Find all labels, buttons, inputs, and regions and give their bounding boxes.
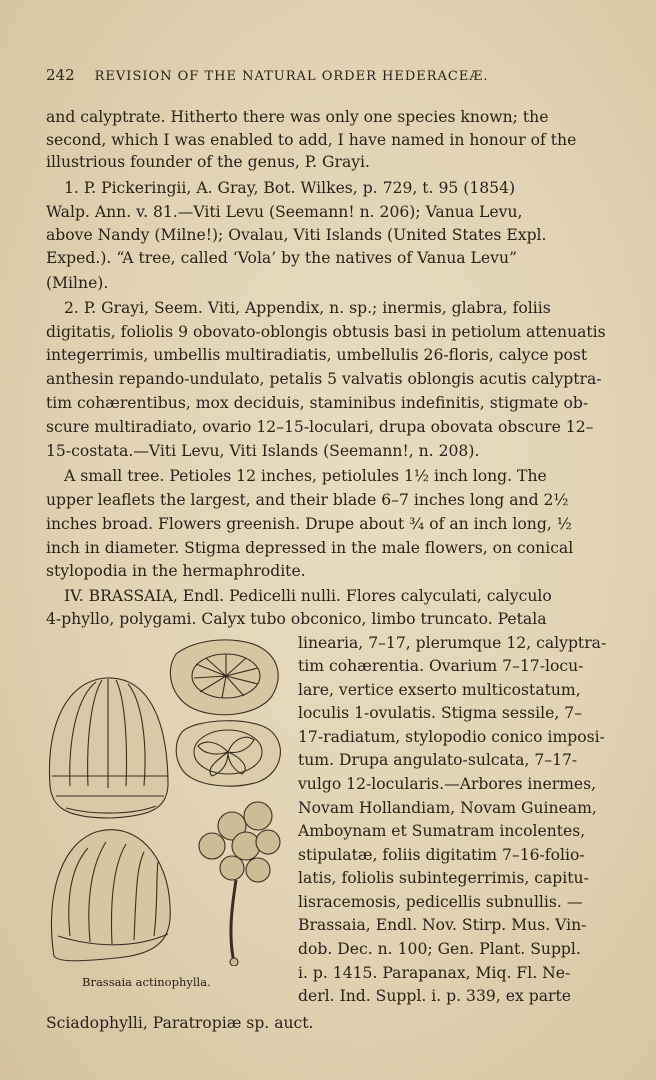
flower-top-view xyxy=(170,640,278,715)
text-line: 2. P. Grayi, Seem. Viti, Appendix, n. sp.; inermis, glabra, foliis xyxy=(64,299,551,317)
text-line: loculis 1-ovulatis. Stigma sessile, 7– xyxy=(298,704,582,722)
text-line: i. p. 1415. Parapanax, Miq. Fl. Ne- xyxy=(298,964,571,982)
text-line: Sciadophylli, Paratropiæ sp. auct. xyxy=(46,1014,314,1032)
text-line: 17-radiatum, stylopodio conico imposi- xyxy=(298,728,605,746)
fruit-cluster xyxy=(199,802,280,966)
fruit-side-view xyxy=(49,678,168,818)
text-line: above Nandy (Milne!); Ovalau, Viti Islands (United States Expl. xyxy=(46,226,547,244)
text-line: linearia, 7–17, plerumque 12, calyptra- xyxy=(298,634,607,652)
text-line: tim cohærentibus, mox deciduis, staminibus indefinitis, stigmate ob- xyxy=(46,394,589,412)
text-line: digitatis, foliolis 9 obovato-oblongis obtusis basi in petiolum attenuatis xyxy=(46,323,606,341)
text-line: integerrimis, umbellis multiradiatis, umbellulis 26-floris, calyce post xyxy=(46,346,588,364)
running-title: REVISION OF THE NATURAL ORDER HEDERACEÆ. xyxy=(94,69,489,84)
text-line: Novam Hollandiam, Novam Guineam, xyxy=(298,799,597,817)
page-number: 242 xyxy=(46,66,75,84)
text-line: second, which I was enabled to add, I have named in honour of the xyxy=(46,131,577,149)
text-line: lare, vertice exserto multicostatum, xyxy=(298,681,581,699)
text-line: stylopodia in the hermaphrodite. xyxy=(46,562,306,580)
text-line: derl. Ind. Suppl. i. p. 339, ex parte xyxy=(298,987,571,1005)
text-line: A small tree. Petioles 12 inches, petiolules 1½ inch long. The xyxy=(64,467,547,485)
figure-caption: Brassaia actinophylla. xyxy=(82,975,211,989)
text-line: illustrious founder of the genus, P. Grayi. xyxy=(46,153,371,171)
text-line: scure multiradiato, ovario 12–15-loculari, drupa obovata obscure 12– xyxy=(46,418,594,436)
text-line: and calyptrate. Hitherto there was only one species known; the xyxy=(46,108,549,126)
text-line: 4-phyllo, polygami. Calyx tubo obconico, limbo truncato. Petala xyxy=(46,610,547,628)
text-line: stipulatæ, foliis digitatim 7–16-folio- xyxy=(298,846,585,864)
text-line: lisracemosis, pedicellis subnullis. — xyxy=(298,893,583,911)
text-line: upper leaflets the largest, and their blade 6–7 inches long and 2½ xyxy=(46,491,569,509)
text-line: inches broad. Flowers greenish. Drupe about ¾ of an inch long, ½ xyxy=(46,515,572,533)
text-line: Exped.). “A tree, called ‘Vola’ by the natives of Vanua Levu” xyxy=(46,249,517,267)
text-line: dob. Dec. n. 100; Gen. Plant. Suppl. xyxy=(298,940,581,958)
text-line: (Milne). xyxy=(46,274,109,292)
text-line: Walp. Ann. v. 81.—Viti Levu (Seemann! n. 206); Vanua Levu, xyxy=(46,203,523,221)
text-line: inch in diameter. Stigma depressed in the male flowers, on conical xyxy=(46,539,574,557)
text-line: Amboynam et Sumatram incolentes, xyxy=(298,822,586,840)
stamens-cluster xyxy=(51,830,170,961)
text-line: 1. P. Pickeringii, A. Gray, Bot. Wilkes, p. 729, t. 95 (1854) xyxy=(64,179,516,197)
text-line: 15-costata.—Viti Levu, Viti Islands (Seemann!, n. 208). xyxy=(46,442,480,460)
text-line: vulgo 12-locularis.—Arbores inermes, xyxy=(298,775,597,793)
ovary-cross-section xyxy=(176,721,280,786)
botanical-engraving-icon xyxy=(36,636,296,966)
text-line: tum. Drupa angulato-sulcata, 7–17- xyxy=(298,751,578,769)
text-line: Brassaia, Endl. Nov. Stirp. Mus. Vin- xyxy=(298,916,587,934)
running-header xyxy=(46,64,588,88)
text-line: IV. BRASSAIA, Endl. Pedicelli nulli. Flores calyculati, calyculo xyxy=(64,587,552,605)
text-line: latis, foliolis subintegerrimis, capitu- xyxy=(298,869,589,887)
text-line: anthesin repando-undulato, petalis 5 valvatis oblongis acutis calyptra- xyxy=(46,370,602,388)
text-line: tim cohærentia. Ovarium 7–17-locu- xyxy=(298,657,584,675)
